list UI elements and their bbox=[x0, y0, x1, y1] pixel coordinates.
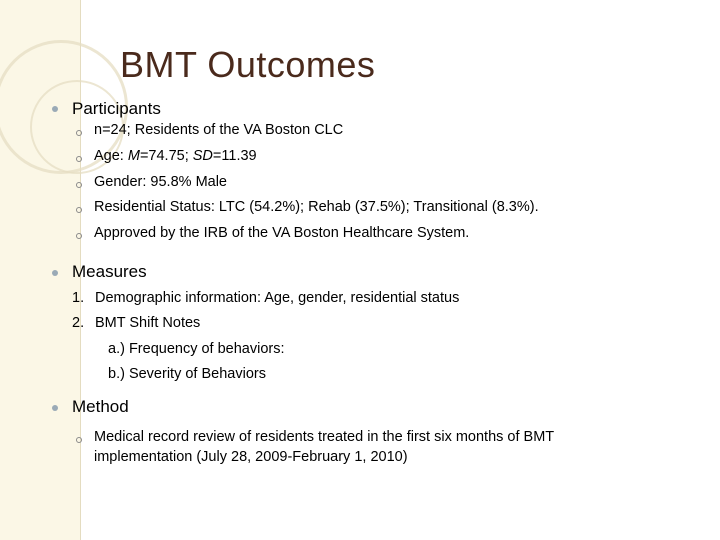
method-item-line1: Medical record review of residents treated in the first six months of BMT bbox=[94, 429, 555, 445]
sub-bullet-icon bbox=[76, 156, 82, 162]
measures-item: BMT Shift Notes bbox=[95, 315, 201, 331]
slide-title: BMT Outcomes bbox=[120, 44, 376, 85]
measures-heading: Measures bbox=[72, 262, 147, 281]
bullet-icon bbox=[52, 106, 58, 112]
sub-bullet-icon bbox=[76, 207, 82, 213]
participants-heading: Participants bbox=[72, 99, 161, 118]
bullet-icon bbox=[52, 405, 58, 411]
sub-bullet-icon bbox=[76, 182, 82, 188]
participants-item: Gender: 95.8% Male bbox=[94, 174, 227, 190]
measures-item: Demographic information: Age, gender, residential status bbox=[95, 290, 460, 306]
method-item-line2: implementation (July 28, 2009-February 1, 2010) bbox=[94, 449, 408, 465]
sub-bullet-icon bbox=[76, 130, 82, 136]
measures-sub-item: b.) Severity of Behaviors bbox=[108, 366, 266, 382]
measures-number: 1. bbox=[72, 290, 85, 306]
participants-item: Approved by the IRB of the VA Boston Healthcare System. bbox=[94, 225, 470, 241]
measures-number: 2. bbox=[72, 315, 85, 331]
method-heading: Method bbox=[72, 397, 129, 416]
participants-item: Age: M=74.75; SD=11.39 bbox=[94, 148, 257, 164]
participants-item: n=24; Residents of the VA Boston CLC bbox=[94, 122, 344, 138]
sub-bullet-icon bbox=[76, 233, 82, 239]
participants-item: Residential Status: LTC (54.2%); Rehab (37.5%); Transitional (8.3%). bbox=[94, 199, 539, 215]
bullet-icon bbox=[52, 270, 58, 276]
measures-sub-item: a.) Frequency of behaviors: bbox=[108, 341, 285, 357]
sub-bullet-icon bbox=[76, 437, 82, 443]
